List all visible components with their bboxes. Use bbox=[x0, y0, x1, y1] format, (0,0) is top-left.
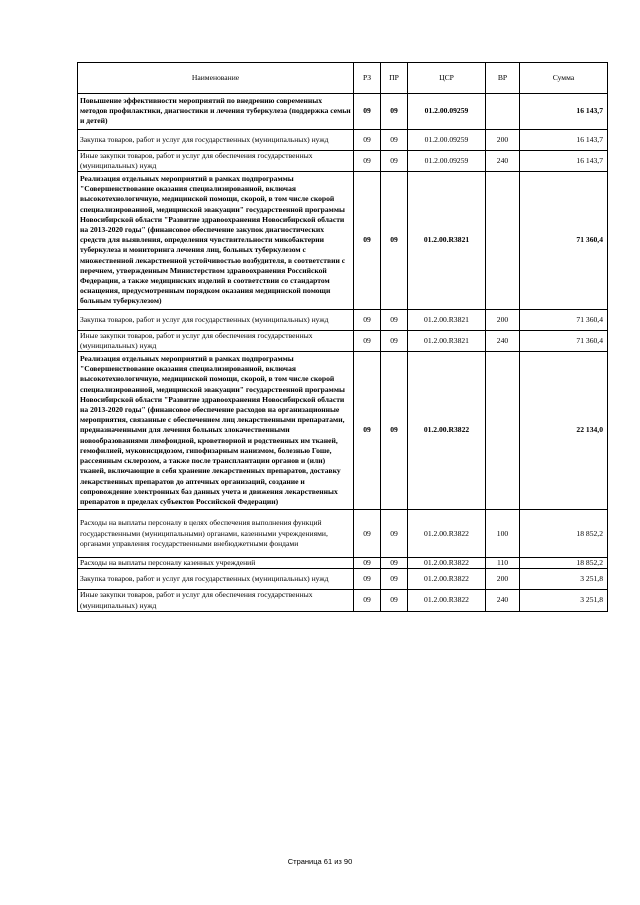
header-rz: РЗ bbox=[354, 63, 381, 94]
row-vr-cell: 240 bbox=[486, 150, 520, 171]
row-rz-cell: 09 bbox=[354, 309, 381, 330]
row-sum-cell: 16 143,7 bbox=[520, 150, 608, 171]
budget-table bbox=[77, 62, 608, 612]
row-rz-cell: 09 bbox=[354, 330, 381, 351]
row-name-cell: Закупка товаров, работ и услуг для государственных (муниципальных) нужд bbox=[78, 309, 354, 330]
row-vr-cell bbox=[486, 352, 520, 510]
row-rz-cell: 09 bbox=[354, 510, 381, 558]
row-pr-cell: 09 bbox=[381, 510, 408, 558]
row-name-cell: Иные закупки товаров, работ и услуг для обеспечения государственных (муниципальных) нужд bbox=[78, 150, 354, 171]
row-name-cell: Закупка товаров, работ и услуг для государственных (муниципальных) нужд bbox=[78, 569, 354, 590]
row-sum-cell: 22 134,0 bbox=[520, 352, 608, 510]
row-vr-cell: 200 bbox=[486, 309, 520, 330]
row-csr-cell: 01.2.00.R3821 bbox=[408, 309, 486, 330]
row-vr-cell: 200 bbox=[486, 569, 520, 590]
header-pr: ПР bbox=[381, 63, 408, 94]
table-row bbox=[78, 510, 608, 558]
row-rz-cell: 09 bbox=[354, 150, 381, 171]
row-csr-cell: 01.2.00.09259 bbox=[408, 129, 486, 150]
table-row bbox=[78, 129, 608, 150]
row-pr-cell: 09 bbox=[381, 590, 408, 611]
row-csr-cell: 01.2.00.R3821 bbox=[408, 330, 486, 351]
row-pr-cell: 09 bbox=[381, 129, 408, 150]
table-row bbox=[78, 309, 608, 330]
header-sum: Сумма bbox=[520, 63, 608, 94]
row-pr-cell: 09 bbox=[381, 558, 408, 569]
row-pr-cell: 09 bbox=[381, 352, 408, 510]
table-row bbox=[78, 150, 608, 171]
row-sum-cell: 71 360,4 bbox=[520, 330, 608, 351]
row-vr-cell: 100 bbox=[486, 510, 520, 558]
row-rz-cell: 09 bbox=[354, 569, 381, 590]
row-sum-cell: 18 852,2 bbox=[520, 558, 608, 569]
row-vr-cell: 200 bbox=[486, 129, 520, 150]
row-csr-cell: 01.2.00.R3822 bbox=[408, 590, 486, 611]
row-rz-cell: 09 bbox=[354, 94, 381, 130]
row-rz-cell: 09 bbox=[354, 172, 381, 310]
row-rz-cell: 09 bbox=[354, 590, 381, 611]
row-sum-cell: 3 251,8 bbox=[520, 590, 608, 611]
row-sum-cell: 16 143,7 bbox=[520, 94, 608, 130]
row-csr-cell: 01.2.00.R3822 bbox=[408, 510, 486, 558]
row-csr-cell: 01.2.00.09259 bbox=[408, 94, 486, 130]
row-name-cell: Расходы на выплаты персоналу казенных учреждений bbox=[78, 558, 354, 569]
row-rz-cell: 09 bbox=[354, 129, 381, 150]
page-number: Страница 61 из 90 bbox=[287, 857, 353, 866]
row-vr-cell bbox=[486, 172, 520, 310]
row-name-cell: Повышение эффективности мероприятий по внедрению современных методов профилактики, диагностики и лечения туберкулеза (поддержка семьи и детей) bbox=[78, 94, 354, 130]
header-csr: ЦСР bbox=[408, 63, 486, 94]
row-sum-cell: 18 852,2 bbox=[520, 510, 608, 558]
table-row bbox=[78, 330, 608, 351]
row-pr-cell: 09 bbox=[381, 330, 408, 351]
row-name-cell: Расходы на выплаты персоналу в целях обеспечения выполнения функций государственными (муниципальными) органами, казенными учреждениями, органами управления государственными внебюджетными фондами bbox=[78, 510, 354, 558]
row-name-cell: Реализация отдельных мероприятий в рамках подпрограммы "Совершенствование оказания специализированной, включая высокотехнологичную, медицинской помощи, скорой, в том числе скорой специализированной, медицинской эвакуации" государственной программы Новосибирской области "Развитие здравоохранения Новосибирской области на 2013-2020 годы" (финансовое обеспечение расходов на организационные мероприятия, связанные с обеспечением лиц лекарственными препаратами, предназначенными для лечения больных злокачественными новообразованиями лимфоидной, кроветворной и родственных им тканей, гемофилией, муковисцидозом, гипофизарным нанизмом, болезнью Гоше, рассеянным склерозом, а также после трансплантации органов и (или) тканей, включающие в себя хранение лекарственных препаратов, доставку лекарственных препаратов до аптечных организаций, создание и сопровождение электронных баз данных учета и движения лекарственных препаратов в пределах субъектов Российской Федерации) bbox=[78, 352, 354, 510]
row-rz-cell: 09 bbox=[354, 558, 381, 569]
row-name-cell: Закупка товаров, работ и услуг для государственных (муниципальных) нужд bbox=[78, 129, 354, 150]
table-row bbox=[78, 558, 608, 569]
row-pr-cell: 09 bbox=[381, 172, 408, 310]
row-pr-cell: 09 bbox=[381, 569, 408, 590]
row-sum-cell: 3 251,8 bbox=[520, 569, 608, 590]
row-csr-cell: 01.2.00.09259 bbox=[408, 150, 486, 171]
row-vr-cell: 240 bbox=[486, 330, 520, 351]
row-pr-cell: 09 bbox=[381, 309, 408, 330]
row-sum-cell: 16 143,7 bbox=[520, 129, 608, 150]
row-sum-cell: 71 360,4 bbox=[520, 309, 608, 330]
row-pr-cell: 09 bbox=[381, 94, 408, 130]
table-row bbox=[78, 569, 608, 590]
row-vr-cell: 240 bbox=[486, 590, 520, 611]
row-name-cell: Реализация отдельных мероприятий в рамках подпрограммы "Совершенствование оказания специализированной, включая высокотехнологичную, медицинской помощи, скорой, в том числе скорой специализированной, медицинской эвакуации" государственной программы Новосибирской области "Развитие здравоохранения Новосибирской области на 2013-2020 годы" (финансовое обеспечение закупок диагностических средств для выявления, определения чувствительности микобактерии туберкулеза и мониторинга лечения лиц, больных туберкулезом с множественной лекарственной устойчивостью возбудителя, в соответствии с перечнем, утвержденным Министерством здравоохранения Российской Федерации, а также медицинских изделий в соответствии со стандартом оснащения, предусмотренным порядком оказания медицинской помощи больным туберкулезом) bbox=[78, 172, 354, 310]
table-row bbox=[78, 172, 608, 310]
row-csr-cell: 01.2.00.R3822 bbox=[408, 558, 486, 569]
row-csr-cell: 01.2.00.R3822 bbox=[408, 352, 486, 510]
row-name-cell: Иные закупки товаров, работ и услуг для обеспечения государственных (муниципальных) нужд bbox=[78, 330, 354, 351]
row-vr-cell bbox=[486, 94, 520, 130]
table-body bbox=[78, 94, 608, 612]
header-name: Наименование bbox=[78, 63, 354, 94]
row-sum-cell: 71 360,4 bbox=[520, 172, 608, 310]
table-header-row bbox=[78, 63, 608, 94]
table-row bbox=[78, 352, 608, 510]
table-row bbox=[78, 590, 608, 611]
row-pr-cell: 09 bbox=[381, 150, 408, 171]
row-csr-cell: 01.2.00.R3821 bbox=[408, 172, 486, 310]
row-csr-cell: 01.2.00.R3822 bbox=[408, 569, 486, 590]
table-row bbox=[78, 94, 608, 130]
row-name-cell: Иные закупки товаров, работ и услуг для обеспечения государственных (муниципальных) нужд bbox=[78, 590, 354, 611]
row-vr-cell: 110 bbox=[486, 558, 520, 569]
row-rz-cell: 09 bbox=[354, 352, 381, 510]
header-vr: ВР bbox=[486, 63, 520, 94]
